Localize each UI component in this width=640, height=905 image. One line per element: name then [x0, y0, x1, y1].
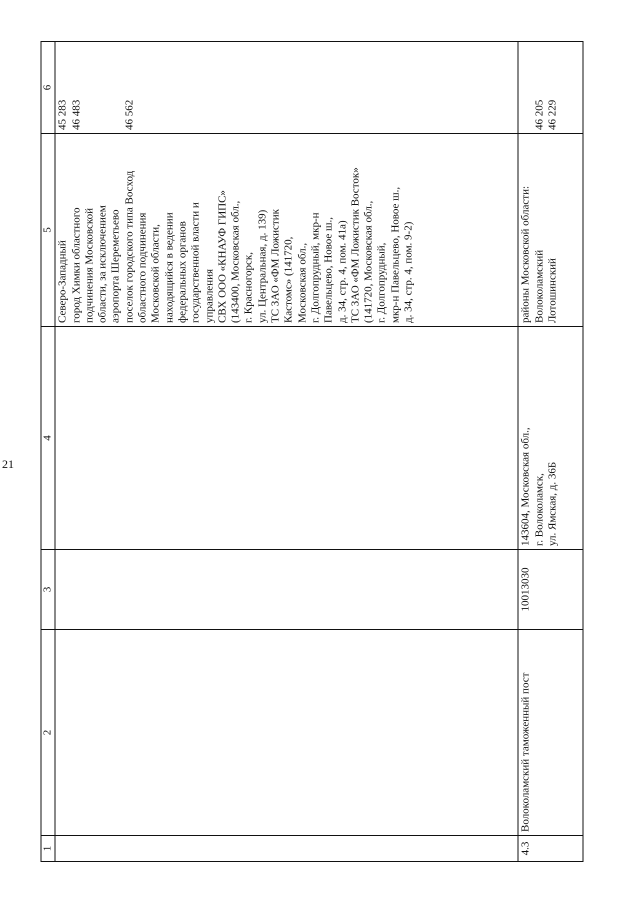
cell-address: 143604, Московская обл., г. Волоколамск, ул. Ямская, д. 36Б: [518, 327, 583, 550]
header-row: [41, 42, 55, 862]
header-col-3: 3: [41, 550, 55, 630]
header-col-1: 1: [41, 836, 55, 862]
rotated-table-sheet: [41, 42, 598, 862]
cell-territory: Северо-Западный город Химки областного подчинения Московской области, за исключением аэропорта Шереметьево поселок городского типа Восход областного подчинения Московской области, находящийся в ведении федеральных органов государственной власти и управления СВХ ООО «КНАУФ ГИПС» (143400, Московская обл., г. Красногорск, ул. Центральная, д. 139) ТС ЗАО «ФМ Ложистик Кастомс» (141720, Московская обл., г. Долгопрудный, мкр-н Павельцево, Новое ш., д. 34, стр. 4, пом. 41а) ТС ЗАО «ФМ Ложистик Восток» (141720, Московская обл., г. Долгопрудный, мкр-н Павельцево, Новое ш., д. 34, стр. 4, пом. 9-2): [55, 134, 518, 327]
header-col-5: 5: [41, 134, 55, 327]
cell-code: [55, 550, 518, 630]
header-col-2: 2: [41, 630, 55, 836]
cell-codes: 45 283 46 483 46 562: [55, 42, 518, 134]
table-row-4-3: [518, 42, 583, 862]
table-row-continuation: [55, 42, 518, 862]
cell-name: Волоколамский таможенный пост: [518, 630, 583, 836]
cell-codes: 46 205 46 229: [518, 42, 583, 134]
cell-num: 4.3: [518, 836, 583, 862]
cell-code: 10013030: [518, 550, 583, 630]
cell-name: [55, 630, 518, 836]
cell-address: [55, 327, 518, 550]
header-col-4: 4: [41, 327, 55, 550]
cell-territory: районы Московской области: Волоколамский Лотошинский: [518, 134, 583, 327]
page-number: 21: [2, 457, 14, 471]
customs-posts-table: [41, 41, 584, 862]
header-col-6: 6: [41, 42, 55, 134]
cell-num: [55, 836, 518, 862]
